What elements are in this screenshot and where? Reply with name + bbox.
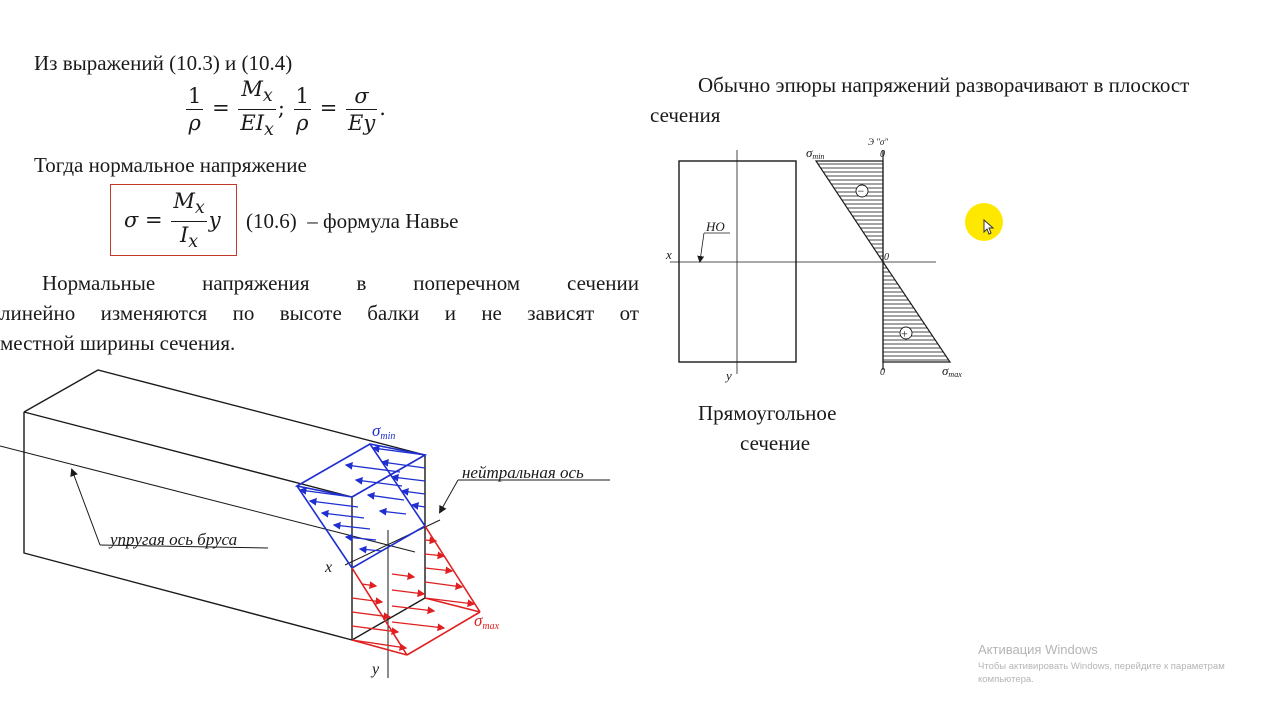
epure-sigma-min-label: σmin [806,145,825,161]
paragraph-line-2: линейно изменяются по высоте балки и не зависят от [0,301,639,325]
beam-sigma-max-label: σmax [474,611,500,632]
zero-top: 0 [880,149,885,160]
caption-line-2: сечение [740,431,811,455]
plus-sign: + [901,326,908,341]
beam-x-label: x [325,559,333,576]
right-paragraph-line-2: сечения [650,103,721,127]
cross-section-rect [679,161,796,362]
epure-title: Э "σ" [868,137,889,147]
paragraph-line-3: местной ширины сечения. [0,331,236,355]
formula-curvature: $\frac{1}{\rho}$ = $\frac{M_x}{EI_x}$ ; $\frac{1}{\rho}$ = $\frac{\sigma}{Ey}$ . [188,77,386,141]
activation-watermark-title: Активация Windows [978,642,1098,657]
mouse-pointer-icon [983,219,995,235]
neutral-axis-short-label: НО [706,219,725,234]
tension-stress-block [352,526,480,655]
minus-sign: − [857,184,865,198]
epure-sigma-max-label: σmax [942,363,962,379]
epure-compression-triangle [816,161,883,262]
intro-text: Из выражений (10.3) и (10.4) [34,51,293,75]
zero-middle: 0 [884,252,889,263]
elastic-axis-label: упругая ось бруса [110,530,238,549]
activation-watermark-subtitle: Чтобы активировать Windows, перейдите к параметрам компьютера. [978,661,1225,685]
epure-x-label: x [666,247,672,262]
zero-bottom: 0 [880,367,885,378]
then-text: Тогда нормальное напряжение [34,153,307,177]
neutral-axis-label: нейтральная ось [462,463,584,482]
epure-tension-triangle [883,262,950,362]
right-paragraph-line-1: Обычно эпюры напряжений разворачивают в плоскост [698,73,1190,97]
beam-y-label: y [372,661,380,678]
navier-formula: σ = $\frac{M_x}{I_x}$ y [124,189,221,253]
caption-line-1: Прямоугольное [698,401,837,425]
epure-y-label: y [726,368,732,383]
paragraph-line-1: Нормальные напряжения в поперечном сечении [42,271,639,295]
formula-number: (10.6) – формула Навье [246,209,459,233]
stress-epure-diagram [640,130,1000,390]
beam-sigma-min-label: σmin [372,421,396,442]
